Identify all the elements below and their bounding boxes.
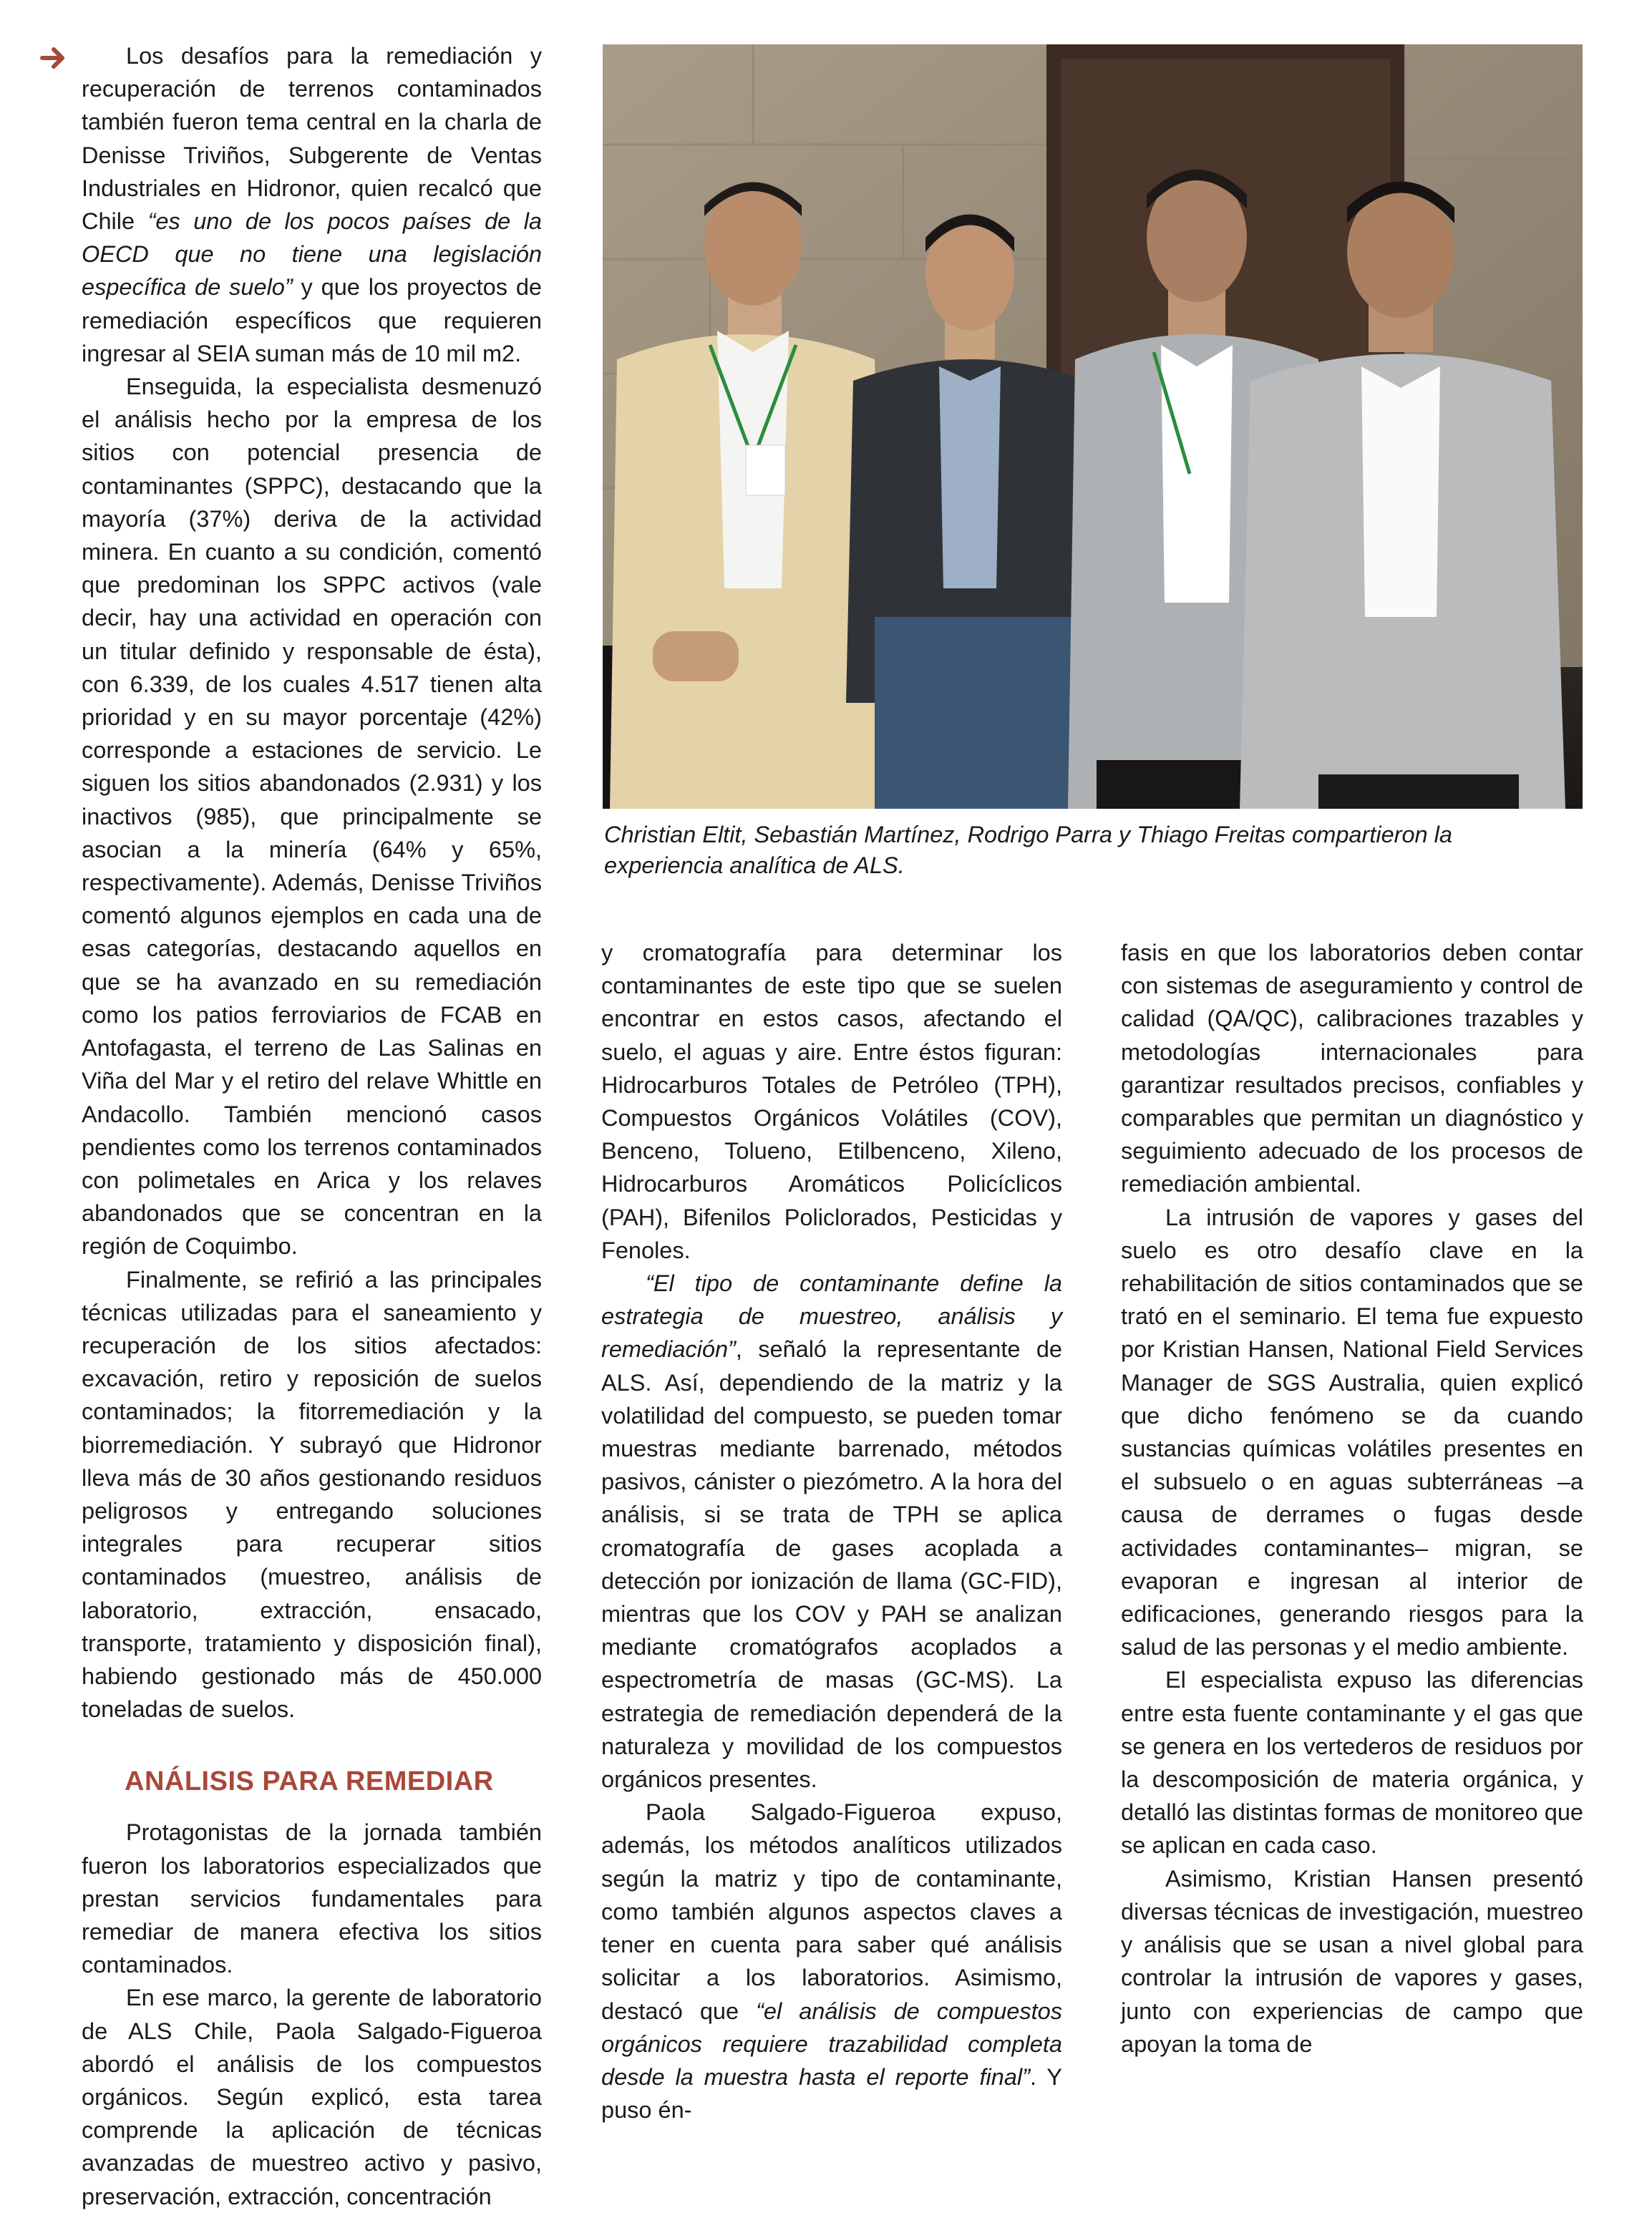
paragraph: Asimismo, Kristian Hansen presentó diversas técnicas de investigación, muestreo y análisis que se usan a nivel global para controlar la intrusión de vapores y gases, junto con experiencias de campo que apoyan la toma de xyxy=(1121,1865,1583,2057)
quote: “es uno de los pocos países de la OECD que no tiene una legislación específica de suelo” xyxy=(82,208,543,301)
quote: “El tipo de contaminante define la estrategia de muestreo, análisis y remediación” xyxy=(601,1270,1062,1363)
paragraph: El especialista expuso las diferencias entre esta fuente contaminante y el gas que se genera en los vertederos de residuos por la descomposición de materia orgánica, y detalló las distintas formas de monitoreo que se aplican en cada caso. xyxy=(1121,1667,1583,1859)
paragraph: Enseguida, la especialista desmenuzó el análisis hecho por la empresa de los sitios con potencial presencia de contaminantes (SPPC), destacando que la mayoría (37%) deriva de la actividad minera. En cuanto a su condición, comentó que predominan los SPPC activos (vale decir, hay una actividad en operación con un titular definido y responsable de ésta), con 6.339, de los cuales 4.517 tienen alta prioridad y en su mayor porcentaje (42%) corresponde a estaciones de servicio. Le siguen los sitios abandonados (2.931) y los inactivos (985), que principalmente se asocian a la minería (64% y 65%, respectivamente). Además, Denisse Triviños comentó algunos ejemplos en cada una de esas categorías, destacando aquellos en que se ha avanzado en su remediación como los patios ferroviarios de FCAB en Antofagasta, el terreno de Las Salinas en Viña del Mar y el retiro del relave Whittle en Andacollo. También mencionó casos pendientes como los terrenos contaminados con polimetales en Arica y los relaves abandonados que se concentran en la región de Coquimbo. xyxy=(82,374,542,1260)
paragraph: “El tipo de contaminante define la estrategia de muestreo, análisis y remediación”, señaló la representante de ALS. Así, dependiendo de la matriz y la volatilidad del compuesto, se pueden tomar muestras mediante barrenado, métodos pasivos, cánister o piezómetro. A la hora del análisis, si se trata de TPH se aplica cromatografía de gases acoplada a detección por ionización de llama (GC-FID), mientras que los COV y PAH se analizan mediante cromatógrafos acoplados a espectrometría de masas (GC-MS). La estrategia de remediación dependerá de la naturaleza y movilidad de los compuestos orgánicos presentes. xyxy=(601,1270,1062,1793)
photo-illustration xyxy=(603,44,1583,809)
photo-caption: Christian Eltit, Sebastián Martínez, Rodrigo Parra y Thiago Freitas compartieron la experiencia analítica de ALS. xyxy=(604,822,1452,878)
group-photo xyxy=(603,44,1583,809)
paragraph: Finalmente, se refirió a las principales técnicas utilizadas para el saneamiento y recuperación de los sitios afectados: excavación, retiro y reposición de suelos contaminados; la fitorremediación y la biorremediación. Y subrayó que Hidronor lleva más de 30 años gestionando residuos peligrosos y entregando soluciones integrales para recuperar sitios contaminados (muestreo, análisis de laboratorio, extracción, ensacado, transporte, tratamiento y disposición final), habiendo gestionado más de 450.000 toneladas de suelos. xyxy=(82,1266,542,1723)
article-column-3 xyxy=(1121,936,1583,2061)
paragraph: Paola Salgado-Figueroa expuso, además, los métodos analíticos utilizados según la matriz y tipo de contaminante, como también algunos aspectos claves a tener en cuenta para saber qué análisis solicitar a los laboratorios. Asimismo, destacó que “el análisis de compuestos orgánicos requiere trazabilidad completa desde la muestra hasta el reporte final”. Y puso én- xyxy=(601,1799,1063,2124)
section-heading: ANÁLISIS PARA REMEDIAR xyxy=(125,1766,494,1797)
paragraph: Protagonistas de la jornada también fueron los laboratorios especializados que prestan servicios fundamentales para remediar de manera efectiva los sitios contaminados. xyxy=(82,1819,542,1978)
quote: “el análisis de compuestos orgánicos requiere trazabilidad completa desde la muestra hasta el reporte final” xyxy=(601,1998,1062,2090)
article-column-1 xyxy=(82,39,542,2213)
arrow-right-icon xyxy=(38,43,68,73)
paragraph: y cromatografía para determinar los contaminantes de este tipo que se suelen encontrar en estos casos, afectando el suelo, el aguas y aire. Entre éstos figuran: Hidrocarburos Totales de Petróleo (TPH), Compuestos Orgánicos Volátiles (COV), Benceno, Tolueno, Etilbenceno, Xileno, Hidrocarburos Aromáticos Policíclicos (PAH), Bifenilos Policlorados, Pesticidas y Fenoles. xyxy=(601,940,1062,1263)
article-column-2 xyxy=(601,936,1062,2126)
paragraph: Los desafíos para la remediación y recuperación de terrenos contaminados también fueron tema central en la charla de Denisse Triviños, Subgerente de Ventas Industriales en Hidronor, quien recalcó que Chile “es uno de los pocos países de la OECD que no tiene una legislación específica de suelo” y que los proyectos de remediación específicos que requieren ingresar al SEIA suman más de 10 mil m2. xyxy=(82,43,543,366)
paragraph: fasis en que los laboratorios deben contar con sistemas de aseguramiento y control de calidad (QA/QC), calibraciones trazables y metodologías internacionales para garantizar resultados precisos, confiables y comparables que permitan un diagnóstico y seguimiento adecuado de los procesos de remediación ambiental. xyxy=(1121,940,1583,1197)
paragraph: En ese marco, la gerente de laboratorio de ALS Chile, Paola Salgado-Figueroa abordó el análisis de los compuestos orgánicos. Según explicó, esta tarea comprende la aplicación de técnicas avanzadas de muestreo activo y pasivo, preservación, extracción, concentración xyxy=(82,1985,542,2209)
paragraph: La intrusión de vapores y gases del suelo es otro desafío clave en la rehabilitación de sitios contaminados que se trató en el seminario. El tema fue expuesto por Kristian Hansen, National Field Services Manager de SGS Australia, quien explicó que dicho fenómeno se da cuando sustancias químicas volátiles presentes en el subsuelo o en aguas subterráneas –a causa de derrames o fugas desde actividades contaminantes– migran, se evaporan e ingresan al interior de edificaciones, generando riesgos para la salud de las personas y el medio ambiente. xyxy=(1121,1204,1583,1660)
